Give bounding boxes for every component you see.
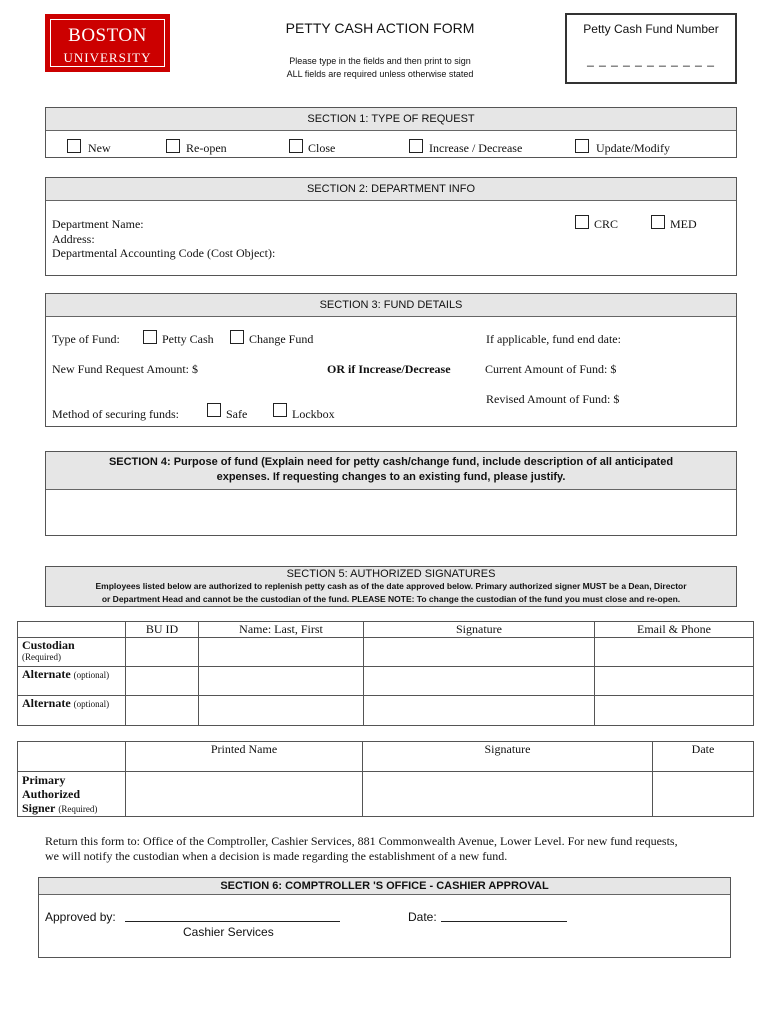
primary-signer-cell (18, 772, 126, 817)
petty-cash-label: Petty Cash (162, 332, 214, 346)
section-5-note-line1: Employees listed below are authorized to replenish petty cash as of the date approved below. Primary authorized signer MUST be a Dean, Director (95, 581, 687, 591)
section-6-title: SECTION 6: COMPTROLLER 'S OFFICE - CASHIER APPROVAL (39, 878, 730, 895)
med-checkbox[interactable] (651, 215, 665, 229)
update-modify-label: Update/Modify (596, 141, 670, 155)
med-label: MED (670, 217, 697, 231)
alternate-cell-2 (18, 696, 126, 726)
col-date: Date (653, 742, 754, 772)
safe-checkbox[interactable] (207, 403, 221, 417)
section-3-title: SECTION 3: FUND DETAILS (46, 294, 736, 317)
reopen-label: Re-open (186, 141, 227, 155)
primary-signature[interactable] (363, 772, 653, 817)
update-modify-checkbox[interactable] (575, 139, 589, 153)
type-of-fund-label: Type of Fund: (52, 332, 120, 346)
alternate-2-bu-id[interactable] (126, 696, 199, 726)
primary-label-1: Primary (22, 773, 66, 787)
return-instructions (45, 834, 745, 864)
date-label: Date: (408, 910, 437, 924)
custodian-name[interactable] (199, 638, 364, 667)
alternate-1-name[interactable] (199, 667, 364, 696)
primary-signer-table (17, 741, 754, 817)
close-checkbox[interactable] (289, 139, 303, 153)
section-4-title-line1: SECTION 4: Purpose of fund (Explain need for petty cash/change fund, include description of all anticipated (108, 456, 674, 468)
primary-signer-row (18, 772, 754, 817)
alternate-1-email[interactable] (595, 667, 754, 696)
form-title: PETTY CASH ACTION FORM (285, 20, 475, 36)
section-5-note-line2: or Department Head and cannot be the custodian of the fund. PLEASE NOTE: To change the custodian of the fund you must close and re-open. (101, 594, 681, 604)
table-header-row (18, 622, 754, 638)
custodian-label: Custodian (22, 638, 75, 652)
col-name: Name: Last, First (199, 622, 364, 638)
change-fund-checkbox[interactable] (230, 330, 244, 344)
section-4 (45, 451, 737, 536)
lockbox-checkbox[interactable] (273, 403, 287, 417)
return-line2: we will notify the custodian when a decision is made regarding the establishment of a new fund. (45, 849, 508, 863)
lockbox-label: Lockbox (292, 407, 335, 421)
col-email-phone: Email & Phone (595, 622, 754, 638)
alternate-1-signature[interactable] (364, 667, 595, 696)
fund-number-label: Petty Cash Fund Number (583, 22, 719, 36)
alternate-label-1: Alternate (22, 667, 71, 681)
fund-end-date-label: If applicable, fund end date: (486, 332, 621, 346)
securing-method-label: Method of securing funds: (52, 407, 179, 421)
primary-label-2: Authorized (22, 787, 80, 801)
primary-date[interactable] (653, 772, 754, 817)
new-label: New (88, 141, 111, 155)
col-bu-id: BU ID (126, 622, 199, 638)
alternate-2-name[interactable] (199, 696, 364, 726)
revised-amount-label: Revised Amount of Fund: $ (486, 392, 620, 406)
or-increase-decrease-label: OR if Increase/Decrease (327, 362, 451, 376)
alternate-cell-1 (18, 667, 126, 696)
primary-required: (Required) (58, 804, 98, 814)
new-checkbox[interactable] (67, 139, 81, 153)
department-name-label: Department Name: (52, 217, 144, 231)
instruction-line1: Please type in the fields and then print to sign (289, 56, 471, 66)
date-field[interactable] (441, 908, 567, 922)
alternate-optional-1: (optional) (73, 670, 110, 680)
fund-number-field[interactable]: _ _ _ _ _ _ _ _ _ _ _ (587, 53, 715, 67)
cashier-services-label: Cashier Services (183, 925, 274, 939)
section-4-header (46, 452, 736, 490)
change-fund-label: Change Fund (249, 332, 314, 346)
purpose-text-field[interactable] (46, 490, 736, 535)
approved-by-field[interactable] (125, 908, 340, 922)
current-amount-label: Current Amount of Fund: $ (485, 362, 617, 376)
crc-checkbox[interactable] (575, 215, 589, 229)
return-line1: Return this form to: Office of the Comptroller, Cashier Services, 881 Commonwealth Avenue, Lower Level. For new fund requests, (45, 834, 678, 848)
safe-label: Safe (226, 407, 248, 421)
authorized-signers-table (17, 621, 754, 726)
alternate-1-bu-id[interactable] (126, 667, 199, 696)
increase-decrease-checkbox[interactable] (409, 139, 423, 153)
custodian-email[interactable] (595, 638, 754, 667)
increase-decrease-label: Increase / Decrease (429, 141, 523, 155)
custodian-signature[interactable] (364, 638, 595, 667)
primary-header-row (18, 742, 754, 772)
close-label: Close (308, 141, 336, 155)
approved-by-label: Approved by: (45, 910, 116, 924)
section-2-title: SECTION 2: DEPARTMENT INFO (46, 178, 736, 201)
custodian-row (18, 638, 754, 667)
accounting-code-label: Departmental Accounting Code (Cost Object): (52, 246, 276, 260)
col-signature: Signature (364, 622, 595, 638)
boston-university-logo (45, 14, 170, 72)
section-2 (45, 177, 737, 276)
section-4-title-line2: expenses. If requesting changes to an existing fund, please justify. (216, 471, 566, 483)
logo-line2: UNIVERSITY (63, 50, 152, 65)
alternate-2-email[interactable] (595, 696, 754, 726)
alternate-label-2: Alternate (22, 696, 71, 710)
primary-label-3: Signer (22, 801, 56, 815)
logo-line1: BOSTON (68, 25, 147, 46)
custodian-cell (18, 638, 126, 667)
primary-printed-name[interactable] (126, 772, 363, 817)
alternate-optional-2: (optional) (73, 699, 110, 709)
petty-cash-checkbox[interactable] (143, 330, 157, 344)
fund-number-box (565, 13, 737, 84)
reopen-checkbox[interactable] (166, 139, 180, 153)
section-5-header (45, 566, 737, 607)
alternate-row-1 (18, 667, 754, 696)
crc-label: CRC (594, 217, 619, 231)
instruction-line2: ALL fields are required unless otherwise stated (286, 69, 474, 79)
custodian-required: (Required) (22, 652, 61, 662)
alternate-row-2 (18, 696, 754, 726)
section-5-title: SECTION 5: AUTHORIZED SIGNATURES (286, 568, 496, 580)
col-printed-name: Printed Name (126, 742, 363, 772)
address-label: Address: (52, 232, 95, 246)
custodian-bu-id[interactable] (126, 638, 199, 667)
new-fund-amount-label: New Fund Request Amount: $ (52, 362, 198, 376)
col-signature-2: Signature (363, 742, 653, 772)
alternate-2-signature[interactable] (364, 696, 595, 726)
section-1-title: SECTION 1: TYPE OF REQUEST (46, 108, 736, 131)
